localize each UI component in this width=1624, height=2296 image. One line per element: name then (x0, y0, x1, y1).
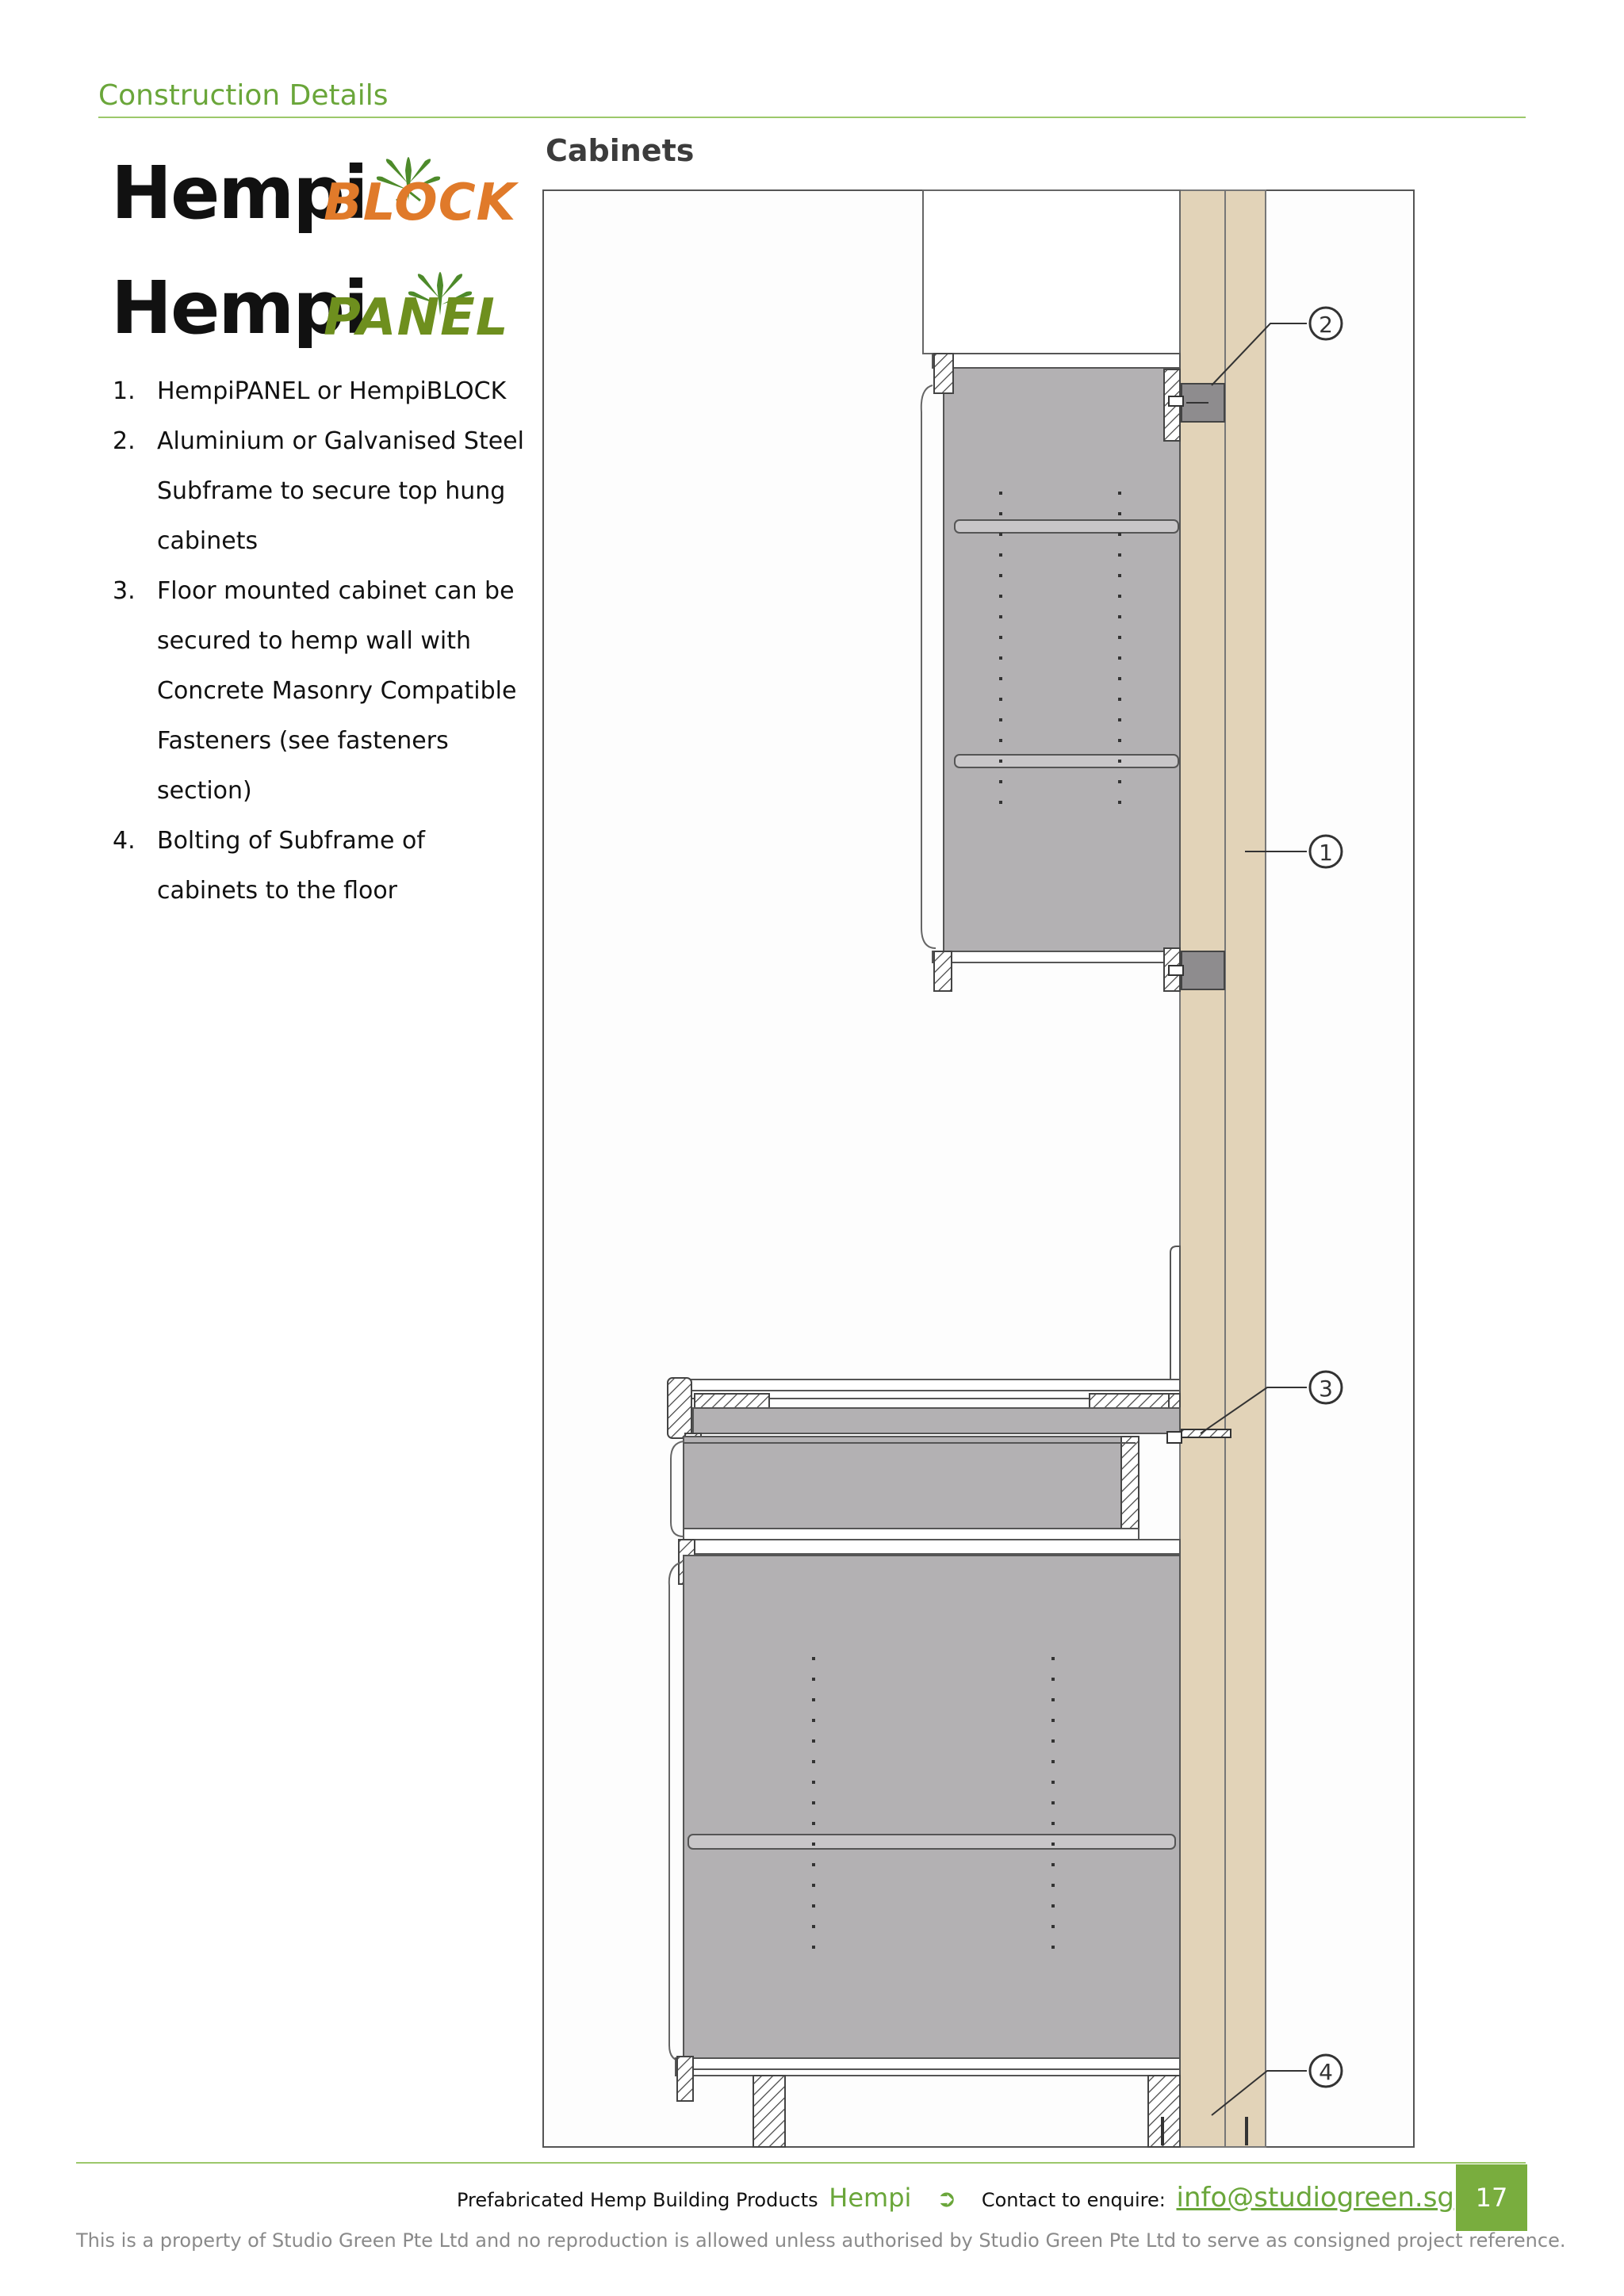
logo-suffix: PANEL (324, 289, 509, 347)
item-text: Aluminium or Galvanised Steel Subframe to secure top hung cabinets (157, 427, 524, 555)
list-item (113, 366, 525, 416)
callout-marker-1 (1310, 836, 1342, 867)
section-title: Construction Details (98, 79, 389, 112)
item-text: HempiPANEL or HempiBLOCK (157, 377, 507, 405)
item-text: Floor mounted cabinet can be secured to hemp wall with Concrete Masonry Compatible Fasteners (see fasteners section) (157, 577, 517, 805)
hemp-wall (1180, 190, 1266, 2147)
splashback (1170, 1246, 1180, 1380)
footer-divider (76, 2162, 1526, 2164)
list-item (113, 416, 525, 566)
hempipanel-logo (111, 254, 523, 365)
masonry-fastener (1182, 1429, 1231, 1437)
svg-text:3: 3 (1319, 1376, 1333, 1402)
item-number: 1. (113, 377, 136, 405)
hempiblock-logo (111, 139, 523, 250)
subframe-bracket-bottom (1182, 951, 1224, 989)
item-number: 4. (113, 827, 136, 855)
list-item (113, 566, 525, 816)
list-item (113, 816, 525, 916)
footer-disclaimer: This is a property of Studio Green Pte Ltd and no reproduction is allowed unless authorised by Studio Green Pte Ltd to serve as consigned project reference. (76, 2229, 1566, 2252)
svg-text:1: 1 (1319, 840, 1333, 866)
callout-marker-3 (1310, 1372, 1342, 1403)
arrow-icon: ➲ (936, 2185, 957, 2213)
header-divider (98, 117, 1526, 118)
upper-wall-unit (923, 190, 1180, 354)
item-number: 3. (113, 577, 136, 605)
logo-word: Hempi (111, 266, 367, 350)
svg-text:2: 2 (1319, 312, 1333, 338)
cabinet-section-drawing (542, 189, 1415, 2149)
footer-products-text: Prefabricated Hemp Building Products (456, 2189, 818, 2211)
logo-word: Hempi (111, 151, 367, 235)
footer-brand: Hempi (829, 2183, 912, 2213)
callout-marker-2 (1310, 308, 1342, 339)
floor-cabinet (668, 1378, 1180, 2147)
item-number: 2. (113, 427, 136, 455)
footer-contact-line (76, 2182, 1454, 2214)
construction-notes-list (113, 366, 525, 916)
callout-marker-4 (1310, 2055, 1342, 2087)
top-hung-cabinet (921, 354, 1180, 991)
svg-text:4: 4 (1319, 2059, 1333, 2085)
item-text: Bolting of Subframe of cabinets to the floor (157, 827, 425, 905)
email-link[interactable]: info@studiogreen.sg (1176, 2182, 1454, 2214)
drawing-title: Cabinets (546, 133, 695, 168)
logo-suffix: BLOCK (324, 174, 517, 232)
page-number-badge: 17 (1456, 2164, 1527, 2231)
footer-contact-label: Contact to enquire: (981, 2189, 1166, 2211)
